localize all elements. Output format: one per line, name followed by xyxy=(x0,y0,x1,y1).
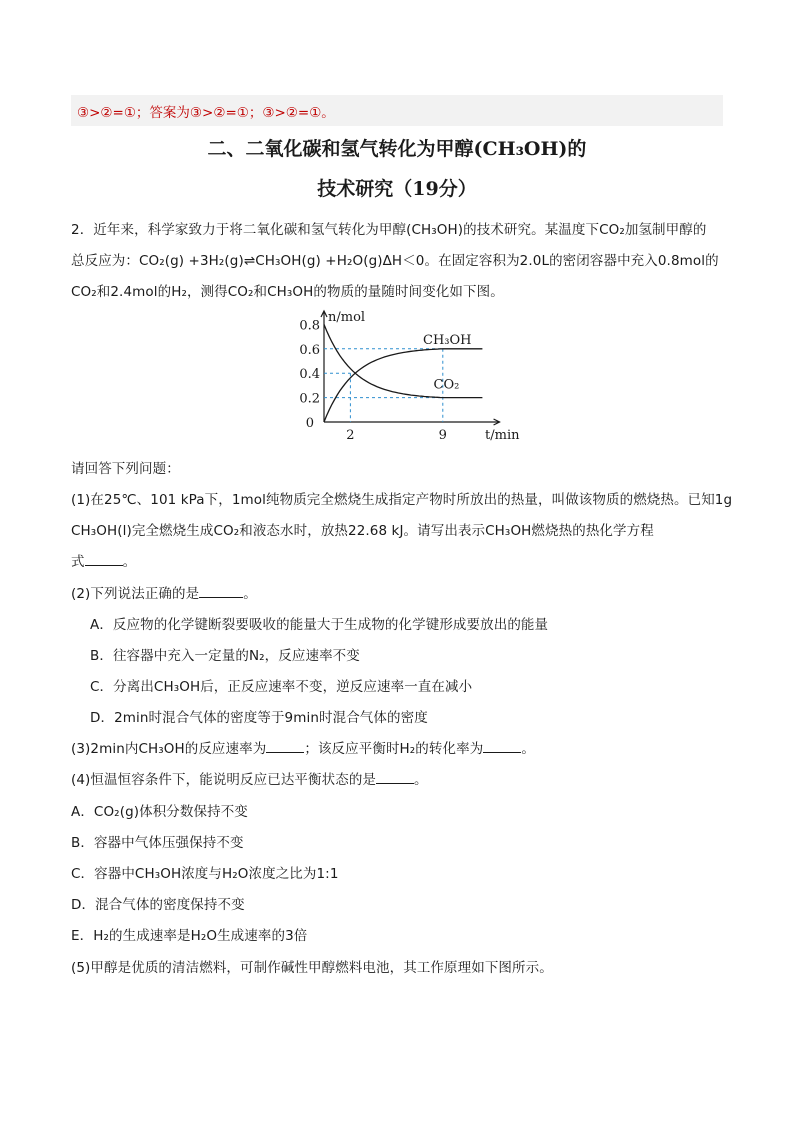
q2-option-b: B．往容器中充入一定量的N₂，反应速率不变 xyxy=(90,648,360,664)
section-title-line1: 二、二氧化碳和氢气转化为甲醇(CH₃OH)的 xyxy=(207,138,587,160)
q2-option-a: A．反应物的化学键断裂要吸收的能量大于生成物的化学键形成要放出的能量 xyxy=(90,617,549,633)
q4-option-e: E．H₂的生成速率是H₂O生成速率的3倍 xyxy=(71,928,308,944)
q3-conversion-blank[interactable] xyxy=(483,740,521,753)
q4-option-b: B．容器中气体压强保持不变 xyxy=(71,835,244,851)
q5: (5)甲醇是优质的清洁燃料，可制作碱性甲醇燃料电池，其工作原理如下图所示。 xyxy=(71,960,553,976)
q2-text: (2)下列说法正确的是 xyxy=(71,586,200,602)
q2-option-c: C．分离出CH₃OH后，正反应速率不变，逆反应速率一直在减小 xyxy=(90,679,473,695)
q4-option-d: D．混合气体的密度保持不变 xyxy=(71,897,245,913)
q2-end: 。 xyxy=(243,586,257,602)
q1-end: 。 xyxy=(122,554,137,570)
q4-text: (4)恒温恒容条件下，能说明反应已达平衡状态的是 xyxy=(71,772,377,788)
y-tick-label-0.8: 0.8 xyxy=(299,318,320,334)
y-tick-label-0.2: 0.2 xyxy=(299,391,320,407)
q1-answer-blank[interactable] xyxy=(85,553,123,566)
series-label-co2: CO₂ xyxy=(433,377,460,393)
x-tick-label-2: 2 xyxy=(346,428,355,443)
intro-line-3: CO₂和2.4mol的H₂，测得CO₂和CH₃OH的物质的量随时间变化如下图。 xyxy=(71,284,504,300)
series-label-ch3oh: CH₃OH xyxy=(423,332,472,348)
q3-end: 。 xyxy=(521,741,535,757)
y-tick-label-0.4: 0.4 xyxy=(299,367,320,383)
q4-option-a: A．CO₂(g)体积分数保持不变 xyxy=(71,804,248,820)
q2 xyxy=(71,582,257,602)
q1-line-3-text: 式 xyxy=(71,554,85,570)
origin-label: 0 xyxy=(305,416,314,431)
q1-line-3 xyxy=(71,550,136,570)
intro-line-2: 总反应为：CO₂(g) +3H₂(g)⇌CH₃OH(g) +H₂O(g)ΔH＜0。在固定容积为2.0L的密闭容器中充入0.8mol的 xyxy=(71,253,719,269)
section-title-line2: 技术研究（19分） xyxy=(317,178,477,200)
x-tick-label-9: 9 xyxy=(438,428,447,443)
intro-line-1: 2．近年来，科学家致力于将二氧化碳和氢气转化为甲醇(CH₃OH)的技术研究。某温度下CO₂加氢制甲醇的 xyxy=(71,222,707,238)
q4-answer-blank[interactable] xyxy=(376,771,414,784)
q3 xyxy=(71,737,535,757)
q3-text-b: ；该反应平衡时H₂的转化率为 xyxy=(304,741,484,757)
q2-option-d: D．2min时混合气体的密度等于9min时混合气体的密度 xyxy=(90,710,428,726)
amount-time-chart xyxy=(290,308,520,443)
q4-end: 。 xyxy=(414,772,428,788)
q3-rate-blank[interactable] xyxy=(266,740,304,753)
y-tick-label-0.6: 0.6 xyxy=(299,342,320,358)
q2-answer-blank[interactable] xyxy=(199,585,243,598)
questions-prompt: 请回答下列问题： xyxy=(71,461,180,477)
q1-line-1: (1)在25℃、101 kPa下，1mol纯物质完全燃烧生成指定产物时所放出的热量，叫做该物质的燃烧热。已知1g xyxy=(71,492,733,508)
x-axis-label: t/min xyxy=(485,428,520,443)
y-axis-label: n/mol xyxy=(328,310,366,325)
q4-option-c: C．容器中CH₃OH浓度与H₂O浓度之比为1:1 xyxy=(71,866,339,882)
q3-text-a: (3)2min内CH₃OH的反应速率为 xyxy=(71,741,267,757)
q1-line-2: CH₃OH(l)完全燃烧生成CO₂和液态水时，放热22.68 kJ。请写出表示CH₃OH燃烧热的热化学方程 xyxy=(71,523,654,539)
answer-text: ③>②=①；答案为③>②=①；③>②=①。 xyxy=(77,105,335,121)
q4 xyxy=(71,768,428,788)
